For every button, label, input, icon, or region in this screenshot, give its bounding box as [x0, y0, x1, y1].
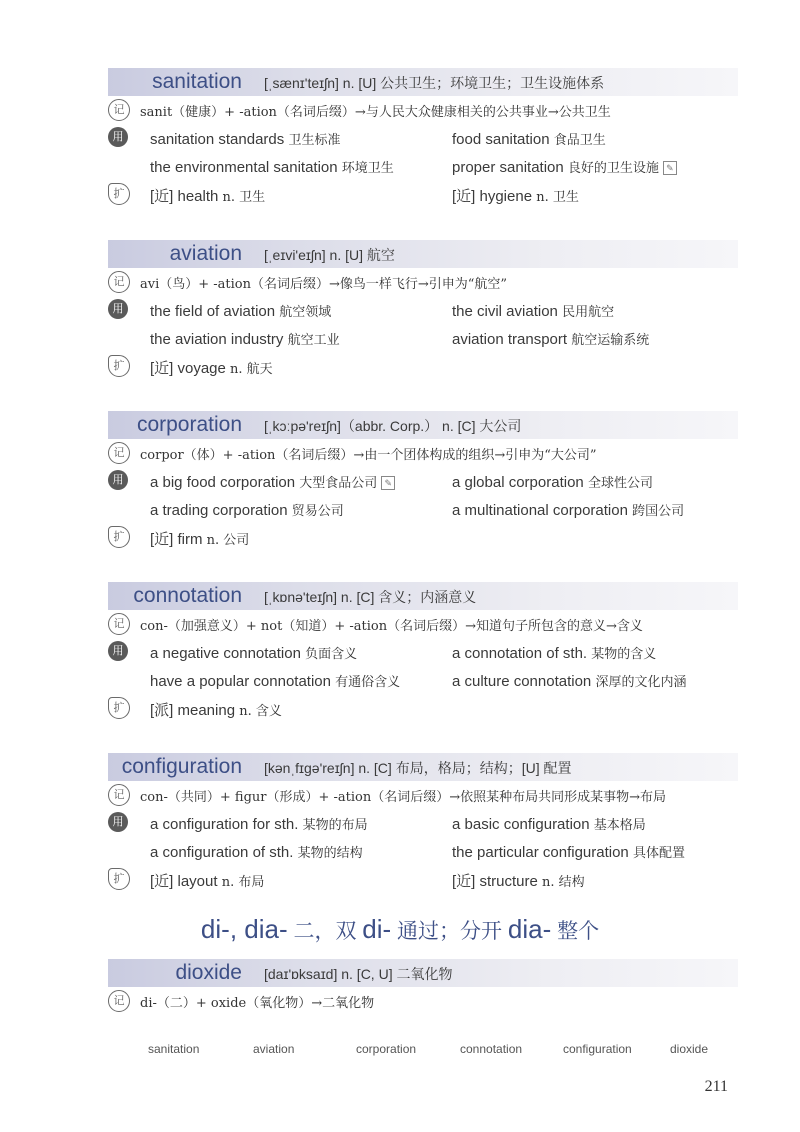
phrase-translation: 某物的结构 [297, 846, 363, 861]
memory-text: con-（加强意义）+ not（知道）+ -ation（名词后缀）→知道句子所包含的意义→含义 [140, 619, 643, 634]
definition: [daɪ'ɒksaɪd] n. [C, U] 二氧化物 [264, 966, 453, 982]
phrase-translation: 卫生标准 [288, 133, 341, 148]
footer-word: configuration [563, 1042, 632, 1056]
note-icon: ✎ [381, 476, 395, 490]
related-translation: n. 航天 [230, 362, 273, 377]
extend-icon: 扩 [108, 526, 130, 548]
related-word: [派] meaning [150, 702, 236, 719]
extend-line [108, 694, 738, 722]
phrase-translation: 环境卫生 [341, 161, 394, 176]
related-translation: n. 公司 [206, 533, 250, 548]
prefix-1-meaning: 二，双 [287, 920, 363, 943]
memory-line [108, 268, 738, 296]
phrase: a trading corporation [150, 502, 288, 519]
headword: configuration [121, 755, 242, 778]
usage-line [108, 666, 738, 694]
related-word: [近] structure [452, 873, 538, 890]
entry-sanitation [108, 68, 738, 208]
section-title [0, 914, 800, 945]
phrase-translation: 基本格局 [593, 818, 646, 833]
phrase: the environmental sanitation [150, 159, 338, 176]
definition: [ˌsænɪ'teɪʃn] n. [U] 公共卫生；环境卫生；卫生设施体系 [264, 75, 605, 91]
phrase-translation: 民用航空 [562, 305, 615, 320]
phrase: proper sanitation [452, 159, 564, 176]
footer-word: aviation [253, 1042, 295, 1056]
usage-icon: 用 [108, 127, 128, 147]
usage-line [108, 495, 738, 523]
extend-line [108, 180, 738, 208]
prefix-1: di-, dia- [200, 914, 288, 944]
related-word: [近] health [150, 188, 219, 205]
memory-text: sanit（健康）+ -ation（名词后缀）→与人民大众健康相关的公共事业→公共卫生 [140, 105, 611, 120]
memory-line [108, 781, 738, 809]
phrase: the aviation industry [150, 331, 284, 348]
memory-icon: 记 [108, 442, 130, 464]
related-word: [近] layout [150, 873, 218, 890]
prefix-3: dia- [507, 914, 552, 944]
phrase-translation: 负面含义 [305, 647, 358, 662]
extend-line [108, 352, 738, 380]
phrase-translation: 良好的卫生设施 [567, 161, 659, 176]
definition: [ˌkɒnə'teɪʃn] n. [C] 含义；内涵意义 [264, 589, 477, 605]
memory-line [108, 96, 738, 124]
related-translation: n. 结构 [542, 875, 585, 890]
footer-word: corporation [356, 1042, 417, 1056]
usage-icon: 用 [108, 299, 128, 319]
definition: [ˌkɔːpə'reɪʃn]（abbr. Corp.） n. [C] 大公司 [264, 418, 522, 434]
extend-line [108, 865, 738, 893]
memory-line [108, 610, 738, 638]
phrase: a culture connotation [452, 673, 592, 690]
phrase-translation: 航空工业 [287, 333, 340, 348]
definition: [kənˌfɪɡə'reɪʃn] n. [C] 布局，格局；结构；[U] 配置 [264, 760, 572, 776]
entry-configuration [108, 753, 738, 893]
memory-icon: 记 [108, 271, 130, 293]
phrase: food sanitation [452, 131, 550, 148]
headword: sanitation [152, 70, 242, 93]
phrase-translation: 具体配置 [632, 846, 685, 861]
memory-text: di-（二）+ oxide（氧化物）→二氧化物 [140, 996, 375, 1011]
memory-line [108, 439, 738, 467]
headword-bar [108, 68, 738, 96]
phrase-translation: 某物的布局 [302, 818, 368, 833]
phrase-translation: 全球性公司 [587, 476, 653, 491]
phrase: the civil aviation [452, 303, 558, 320]
headword-bar [108, 753, 738, 781]
related-word: [近] voyage [150, 360, 226, 377]
memory-icon: 记 [108, 99, 130, 121]
entry-connotation [108, 582, 738, 722]
definition: [ˌeɪvi'eɪʃn] n. [U] 航空 [264, 247, 395, 263]
phrase: have a popular connotation [150, 673, 331, 690]
memory-text: corpor（体）+ -ation（名词后缀）→由一个团体构成的组织→引申为“大公司” [140, 448, 597, 463]
phrase-translation: 贸易公司 [291, 504, 344, 519]
phrase: a negative connotation [150, 645, 301, 662]
extend-icon: 扩 [108, 697, 130, 719]
extend-icon: 扩 [108, 183, 130, 205]
memory-icon: 记 [108, 613, 130, 635]
phrase: aviation transport [452, 331, 568, 348]
headword: aviation [169, 242, 242, 265]
phrase-translation: 大型食品公司 [299, 476, 378, 491]
related-translation: n. 卫生 [222, 190, 266, 205]
related-translation: n. 布局 [221, 875, 265, 890]
phrase-translation: 航空领域 [279, 305, 332, 320]
phrase: a multinational corporation [452, 502, 628, 519]
usage-icon: 用 [108, 641, 128, 661]
entry-dioxide [108, 959, 738, 1015]
footer-word: sanitation [148, 1042, 200, 1056]
usage-icon: 用 [108, 470, 128, 490]
phrase-translation: 有通俗含义 [335, 675, 401, 690]
note-icon: ✎ [663, 161, 677, 175]
prefix-3-meaning: 整个 [551, 920, 600, 943]
memory-text: con-（共同）+ figur（形成）+ -ation（名词后缀）→依照某种布局共同形成某事物→布局 [140, 790, 667, 805]
related-word: [近] firm [150, 531, 203, 548]
page-number: 211 [704, 1078, 728, 1095]
usage-line [108, 296, 738, 324]
phrase: a big food corporation [150, 474, 296, 491]
phrase: a configuration of sth. [150, 844, 294, 861]
usage-line [108, 809, 738, 837]
memory-icon: 记 [108, 990, 130, 1012]
phrase: the field of aviation [150, 303, 276, 320]
headword-bar [108, 411, 738, 439]
phrase: sanitation standards [150, 131, 285, 148]
phrase: the particular configuration [452, 844, 629, 861]
entry-corporation [108, 411, 738, 551]
usage-line [108, 152, 738, 180]
usage-line [108, 467, 738, 495]
memory-text: avi（鸟）+ -ation（名词后缀）→像鸟一样飞行→引申为“航空” [140, 277, 508, 292]
usage-line [108, 324, 738, 352]
usage-line [108, 124, 738, 152]
headword: corporation [136, 413, 242, 436]
prefix-2-meaning: 通过；分开 [391, 920, 508, 943]
phrase: a global corporation [452, 474, 584, 491]
headword-bar [108, 582, 738, 610]
related-translation: n. 卫生 [536, 190, 579, 205]
usage-line [108, 837, 738, 865]
footer-word-list [0, 1042, 800, 1060]
entry-aviation [108, 240, 738, 380]
phrase-translation: 深厚的文化内涵 [595, 675, 687, 690]
phrase-translation: 跨国公司 [632, 504, 685, 519]
footer-word: connotation [460, 1042, 523, 1056]
headword: connotation [133, 584, 242, 607]
phrase: a basic configuration [452, 816, 590, 833]
extend-icon: 扩 [108, 355, 130, 377]
prefix-2: di- [362, 914, 392, 944]
memory-line [108, 987, 738, 1015]
memory-icon: 记 [108, 784, 130, 806]
extend-line [108, 523, 738, 551]
extend-icon: 扩 [108, 868, 130, 890]
phrase: a configuration for sth. [150, 816, 299, 833]
headword-bar [108, 959, 738, 987]
phrase-translation: 某物的含义 [591, 647, 657, 662]
phrase-translation: 食品卫生 [553, 133, 606, 148]
headword-bar [108, 240, 738, 268]
related-translation: n. 含义 [239, 704, 282, 719]
headword: dioxide [175, 961, 242, 984]
phrase-translation: 航空运输系统 [571, 333, 650, 348]
footer-word: dioxide [670, 1042, 709, 1056]
related-word: [近] hygiene [452, 188, 533, 205]
usage-line [108, 638, 738, 666]
phrase: a connotation of sth. [452, 645, 588, 662]
usage-icon: 用 [108, 812, 128, 832]
